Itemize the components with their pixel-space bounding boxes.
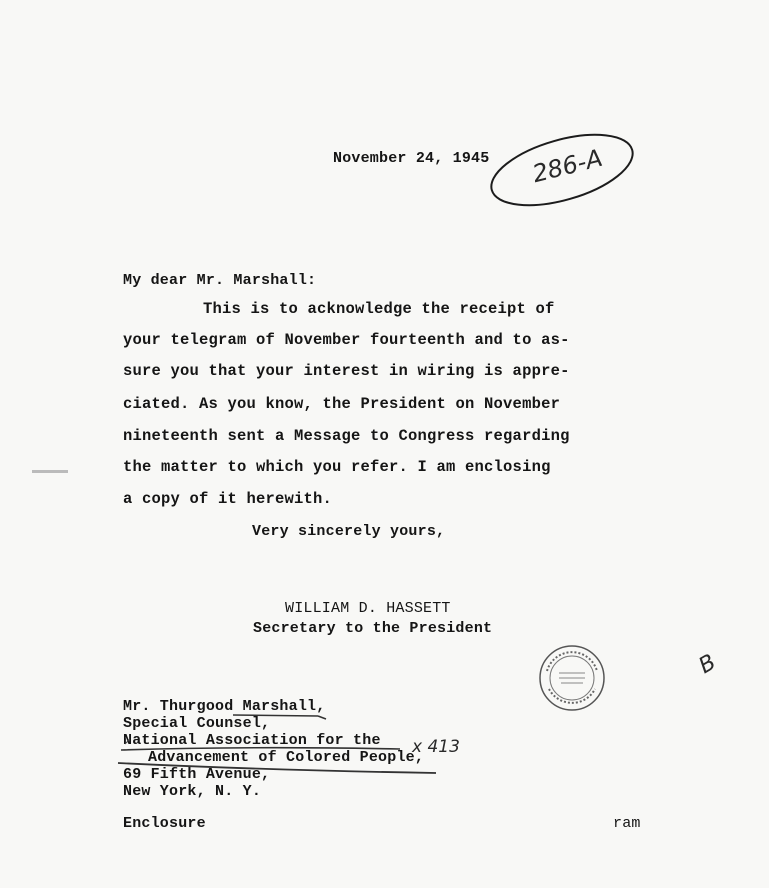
body-line: your telegram of November fourteenth and to as- [123, 331, 570, 349]
signer-title: Secretary to the President [253, 620, 493, 637]
body-line: nineteenth sent a Message to Congress regarding [123, 427, 570, 445]
salutation: My dear Mr. Marshall: [123, 272, 317, 289]
body-line: sure you that your interest in wiring is appre- [123, 362, 570, 380]
typist-initials: ram [613, 815, 641, 832]
enclosure-label: Enclosure [123, 815, 206, 832]
recipient-line: New York, N. Y. [123, 783, 262, 800]
file-mark-text: 286-A [529, 143, 606, 189]
closing: Very sincerely yours, [252, 523, 446, 540]
signer-name: WILLIAM D. HASSETT [285, 600, 451, 617]
letter-date: November 24, 1945 [333, 150, 490, 167]
margin-note: x 413 [412, 737, 460, 757]
body-line: ciated. As you know, the President on November [123, 395, 561, 413]
recipient-line: Mr. Thurgood Marshall, [123, 698, 326, 715]
body-line: This is to acknowledge the receipt of [203, 300, 555, 318]
recipient-line: Special Counsel, [123, 715, 271, 732]
body-line: the matter to which you refer. I am enclosing [123, 458, 551, 476]
recipient-line: Advancement of Colored People, [148, 749, 425, 766]
corner-mark: B [694, 649, 721, 680]
body-line: a copy of it herewith. [123, 490, 333, 508]
recipient-line: National Association for the [123, 732, 381, 749]
left-edge-mark [32, 470, 68, 473]
recipient-line: 69 Fifth Avenue, [123, 766, 271, 783]
